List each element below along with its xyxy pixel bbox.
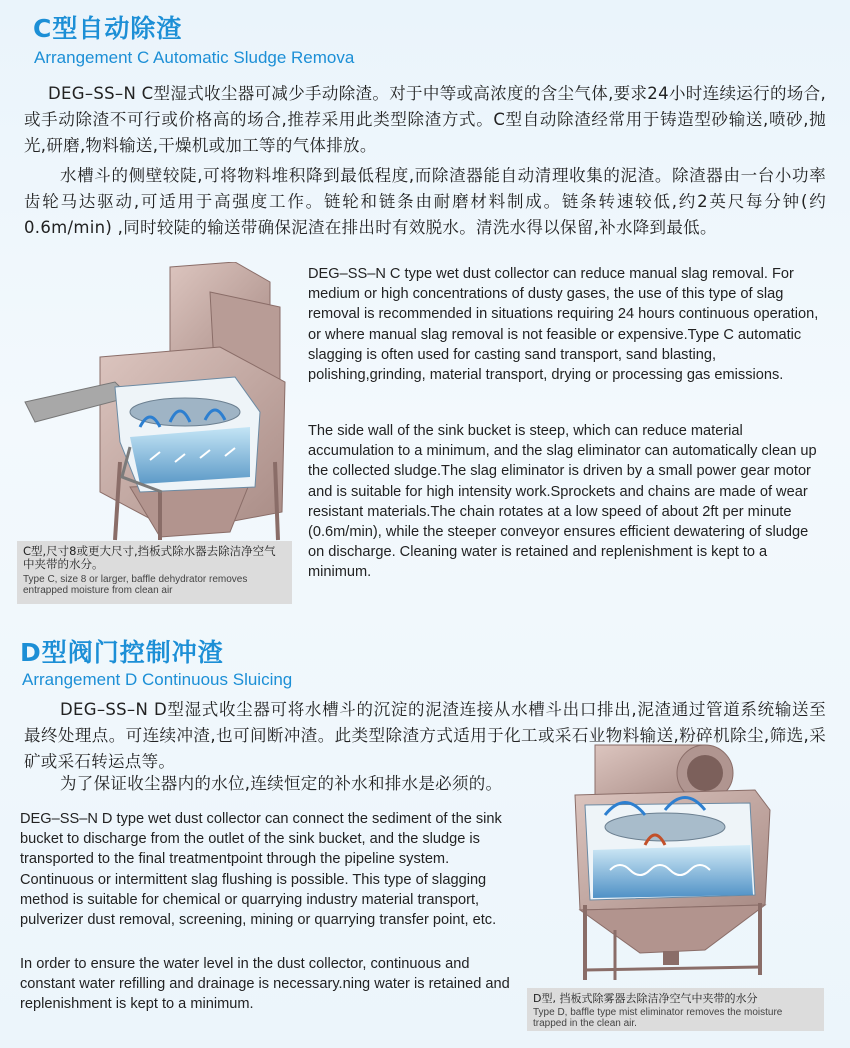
section-c-title: C型自动除渣 [33, 14, 183, 43]
type-c-machine-drawing [20, 262, 300, 542]
type-d-caption-zh: D型, 挡板式除雾器去除洁净空气中夹带的水分 [533, 992, 758, 1005]
section-d-en-paragraph-2: In order to ensure the water level in the dust collector, continuous and constant water refilling and drainage is necessary.ning water is retained and replenishment is kept to a minimum. [20, 956, 510, 1013]
section-c-en-paragraph-1: DEG–SS–N C type wet dust collector can reduce manual slag removal. For medium or high concentrations of dusty gases, the use of this type of slag removal is recommended in situations requiring 24 hours continuous operation, or where manual slag removal is not feasible or expensive.Type C automatic slagging is often used for casting sand transport, sand blasting, polishing,grinding, material transport, drying or processing gas emissions. [308, 266, 819, 384]
section-c-zh-paragraph-2: 水槽斗的侧壁较陡,可将物料堆积降到最低程度,而除渣器能自动清理收集的泥渣。除渣器由一台小功率齿轮马达驱动,可适用于高强度工作。链轮和链条由耐磨材料制成。链条转速较低,约2英尺每分钟(约0.6m/min) ,同时较陡的输送带确保泥渣在排出时有效脱水。清洗水得以保留,补水降到最低。 [24, 166, 826, 237]
type-d-caption-en: Type D, baffle type mist eliminator removes the moisture trapped in the clean air. [533, 1007, 783, 1029]
type-d-collector-illustration [555, 735, 815, 985]
type-c-collector-illustration [20, 262, 300, 542]
section-c-zh-paragraph-1: DEG–SS–N C型湿式收尘器可减少手动除渣。对于中等或高浓度的含尘气体,要求24小时连续运行的场合,或手动除渣不可行或价格高的场合,推荐采用此类型除渣方式。C型自动除渣经常用于铸造型砂输送,喷砂,抛光,研磨,物料输送,干燥机或加工等的气体排放。 [24, 84, 826, 155]
type-d-machine-drawing [555, 735, 815, 985]
section-d-en-paragraph-1: DEG–SS–N D type wet dust collector can connect the sediment of the sink bucket to discharge from the outlet of the sink bucket, and the sludge is transported to the final treatmentpoint through the pipeline system. Continuous or intermittent slag flushing is possible. This type of slagging method is suitable for chemical or quarrying industry material transport, pulverizer dust removal, screening, mining or quarrying transfer point, etc. [20, 811, 502, 929]
section-d-zh-paragraph-2: 为了保证收尘器内的水位,连续恒定的补水和排水是必须的。 [60, 774, 503, 793]
type-d-caption [527, 988, 824, 1031]
section-c-subtitle: Arrangement C Automatic Sludge Remova [34, 48, 355, 67]
type-c-caption [17, 541, 292, 604]
type-c-caption-en: Type C, size 8 or larger, baffle dehydrator removes entrapped moisture from clean air [23, 574, 248, 596]
section-d-zh-paragraph-1: DEG–SS–N D型湿式收尘器可将水槽斗的沉淀的泥渣连接从水槽斗出口排出,泥渣通过管道系统输送至最终处理点。可连续冲渣,也可间断冲渣。此类型除渣方式适用于化工或采石业物料输送,粉碎机除尘,筛选,采矿或采石转运点等。 [24, 700, 826, 771]
section-c-en-paragraph-2: The side wall of the sink bucket is steep, which can reduce material accumulation to a minimum, and the slag eliminator can automatically clean up the collected sludge.The slag eliminator is driven by a small power gear motor and is suitable for high intensity work.Sprockets and chains are made of wear resistant materials.The chain rotates at a low speed of about 2ft per minute (0.6m/min), while the steeper conveyor ensures efficient dewatering of sludge on discharge. Cleaning water is retained and replenishment is kept to a minimum. [308, 423, 817, 581]
section-d-subtitle: Arrangement D Continuous Sluicing [22, 670, 293, 689]
type-c-caption-zh: C型,尺寸8或更大尺寸,挡板式除水器去除洁净空气中夹带的水分。 [23, 544, 276, 571]
section-d-title: D型阀门控制冲渣 [20, 638, 224, 667]
